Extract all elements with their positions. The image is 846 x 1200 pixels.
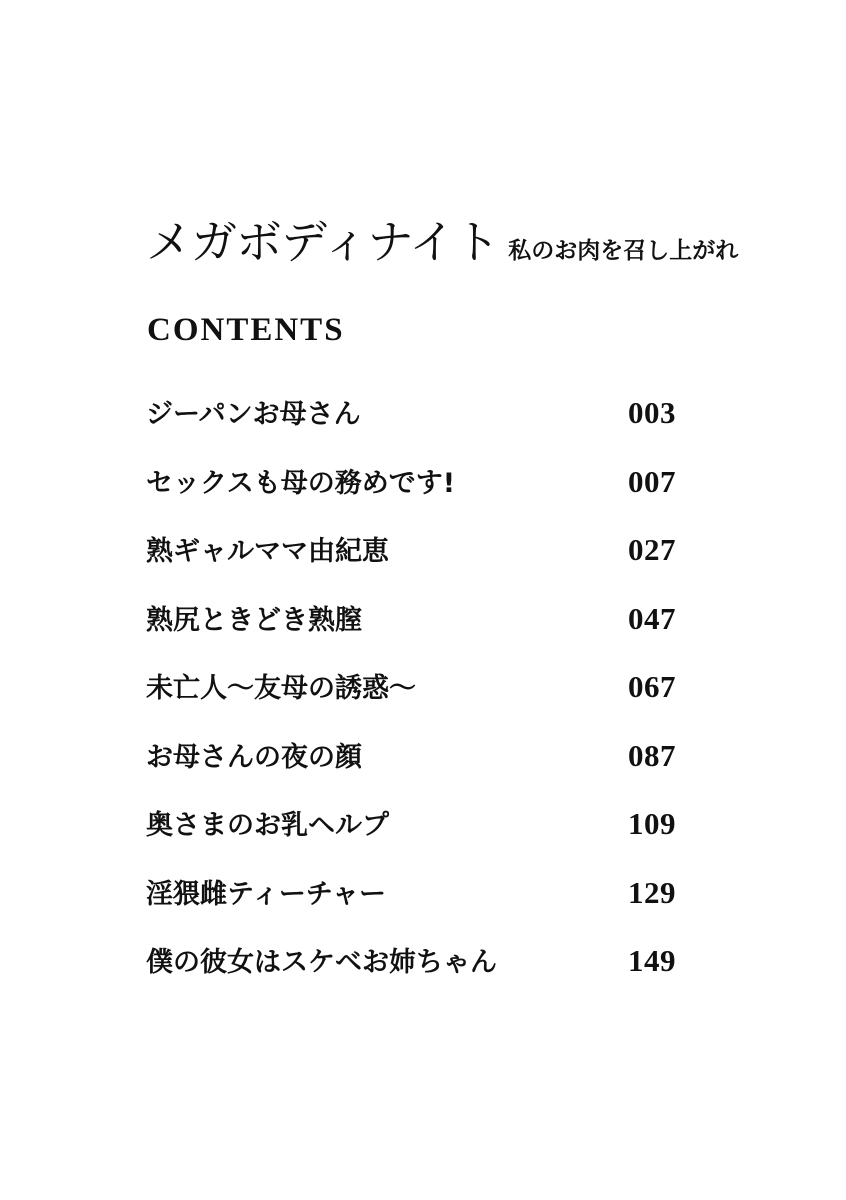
contents-heading: CONTENTS	[147, 312, 345, 348]
toc-entry-page: 007	[628, 463, 676, 499]
toc-entry	[146, 666, 676, 735]
toc-entry	[146, 529, 676, 598]
table-of-contents	[146, 392, 676, 1009]
toc-entry-title: 奥さまのお乳ヘルプ	[146, 810, 389, 841]
toc-entry-page: 109	[628, 806, 676, 841]
toc-entry-title: 熟尻ときどき熟膣	[146, 604, 362, 636]
book-subtitle: 私のお肉を召し上がれ	[508, 237, 739, 264]
toc-entry	[146, 735, 676, 804]
toc-entry-title: お母さんの夜の顔	[146, 741, 362, 773]
toc-entry-page: 067	[628, 669, 676, 704]
toc-entry-title: ジーパンお母さん	[146, 399, 361, 430]
toc-entry	[146, 940, 676, 1009]
toc-entry	[146, 461, 676, 530]
toc-entry-page: 047	[628, 600, 676, 636]
toc-entry	[146, 872, 676, 941]
toc-entry-page: 149	[628, 943, 676, 978]
toc-entry-page: 129	[628, 874, 676, 910]
toc-entry-title: 未亡人〜友母の誘惑〜	[146, 673, 416, 704]
toc-entry	[146, 803, 676, 872]
toc-entry-page: 087	[628, 737, 676, 773]
toc-entry-page: 003	[628, 395, 676, 430]
book-title: メガボディナイト	[146, 215, 500, 269]
toc-entry	[146, 598, 676, 667]
toc-entry-title: セックスも母の務めです!	[146, 467, 456, 499]
toc-entry-title: 僕の彼女はスケベお姉ちゃん	[146, 947, 497, 978]
book-title-block	[146, 206, 738, 272]
toc-entry	[146, 392, 676, 461]
toc-entry-title: 淫猥雌ティーチャー	[146, 878, 387, 910]
toc-entry-page: 027	[628, 532, 676, 567]
toc-entry-title: 熟ギャルママ由紀恵	[146, 536, 389, 567]
